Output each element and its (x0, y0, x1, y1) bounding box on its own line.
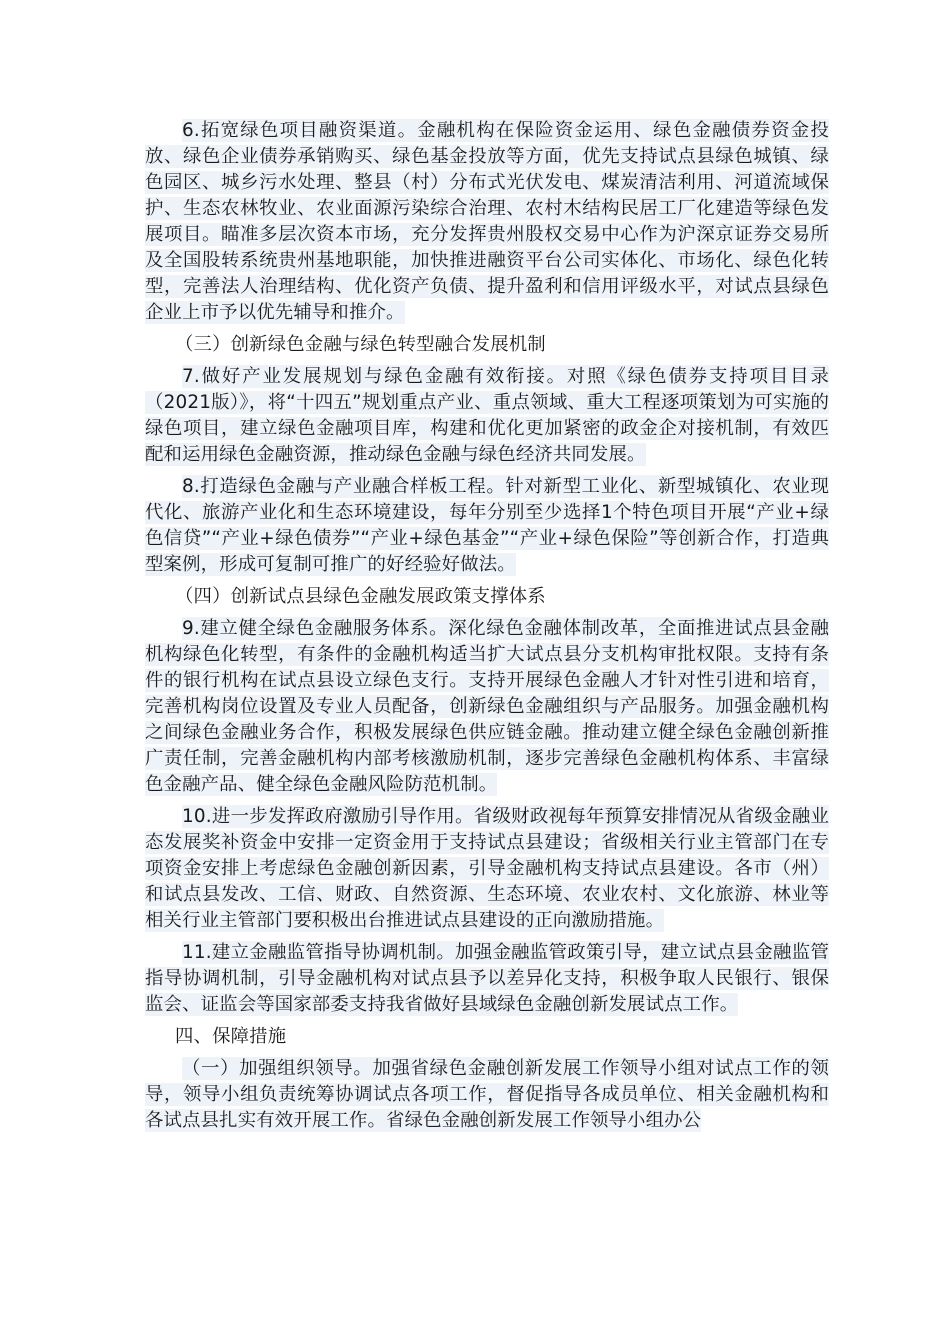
paragraph-7-industry-planning (145, 364, 829, 468)
paragraph-6-financing-channels (145, 118, 829, 326)
paragraph-organization-leadership (145, 1056, 829, 1134)
paragraph-text: 7.做好产业发展规划与绿色金融有效衔接。对照《绿色债券支持项目目录（2021版）》，将“十四五”规划重点产业、重点领域、重大工程逐项策划为可实施的绿色项目，建立绿色金融项目库，构建和优化更加紧密的政金企对接机制，有效匹配和运用绿色金融资源，推动绿色金融与绿色经济共同发展。 (145, 366, 829, 465)
paragraph-text: 8.打造绿色金融与产业融合样板工程。针对新型工业化、新型城镇化、农业现代化、旅游产业化和生态环境建设，每年分别至少选择1个特色项目开展“产业+绿色信贷”“产业+绿色债券”“产业+绿色基金”“产业+绿色保险”等创新合作，打造典型案例，形成可复制可推广的好经验好做法。 (145, 476, 829, 575)
paragraph-text: 6.拓宽绿色项目融资渠道。金融机构在保险资金运用、绿色金融债券资金投放、绿色企业债券承销购买、绿色基金投放等方面，优先支持试点县绿色城镇、绿色园区、城乡污水处理、整县（村）分布式光伏发电、煤炭清洁利用、河道流域保护、生态农林牧业、农业面源污染综合治理、农村木结构民居工厂化建造等绿色发展项目。瞄准多层次资本市场，充分发挥贵州股权交易中心作为沪深京证券交易所及全国股转系统贵州基地职能，加快推进融资平台公司实体化、市场化、绿色化转型，完善法人治理结构、优化资产负债、提升盈利和信用评级水平，对试点县绿色企业上市予以优先辅导和推介。 (145, 120, 829, 323)
section-heading-safeguards: 四、保障措施 (175, 1026, 287, 1047)
section-heading-4: （四）创新试点县绿色金融发展政策支撑体系 (175, 586, 546, 607)
paragraph-text: （一）加强组织领导。加强省绿色金融创新发展工作领导小组对试点工作的领导，领导小组负责统筹协调试点各项工作，督促指导各成员单位、相关金融机构和各试点县扎实有效开展工作。省绿色金融创新发展工作领导小组办公 (145, 1058, 829, 1131)
paragraph-11-supervision (145, 940, 829, 1018)
paragraph-9-service-system (145, 616, 829, 798)
document-body (145, 118, 829, 1140)
paragraph-10-government-incentives (145, 804, 829, 934)
paragraph-text: 10.进一步发挥政府激励引导作用。省级财政视每年预算安排情况从省级金融业态发展奖补资金中安排一定资金用于支持试点县建设；省级相关行业主管部门在专项资金安排上考虑绿色金融创新因素，引导金融机构支持试点县建设。各市（州）和试点县发改、工信、财政、自然资源、生态环境、农业农村、文化旅游、林业等相关行业主管部门要积极出台推进试点县建设的正向激励措施。 (145, 806, 829, 931)
section-heading-3: （三）创新绿色金融与绿色转型融合发展机制 (175, 334, 546, 355)
paragraph-8-model-projects (145, 474, 829, 578)
paragraph-text: 9.建立健全绿色金融服务体系。深化绿色金融体制改革，全面推进试点县金融机构绿色化转型，有条件的金融机构适当扩大试点县分支机构审批权限。支持有条件的银行机构在试点县设立绿色支行。支持开展绿色金融人才针对性引进和培育，完善机构岗位设置及专业人员配备，创新绿色金融组织与产品服务。加强金融机构之间绿色金融业务合作，积极发展绿色供应链金融。推动建立健全绿色金融创新推广责任制，完善金融机构内部考核激励机制，逐步完善绿色金融机构体系、丰富绿色金融产品、健全绿色金融风险防范机制。 (145, 618, 829, 795)
paragraph-text: 11.建立金融监管指导协调机制。加强金融监管政策引导，建立试点县金融监管指导协调机制，引导金融机构对试点县予以差异化支持，积极争取人民银行、银保监会、证监会等国家部委支持我省做好县域绿色金融创新发展试点工作。 (145, 942, 829, 1015)
